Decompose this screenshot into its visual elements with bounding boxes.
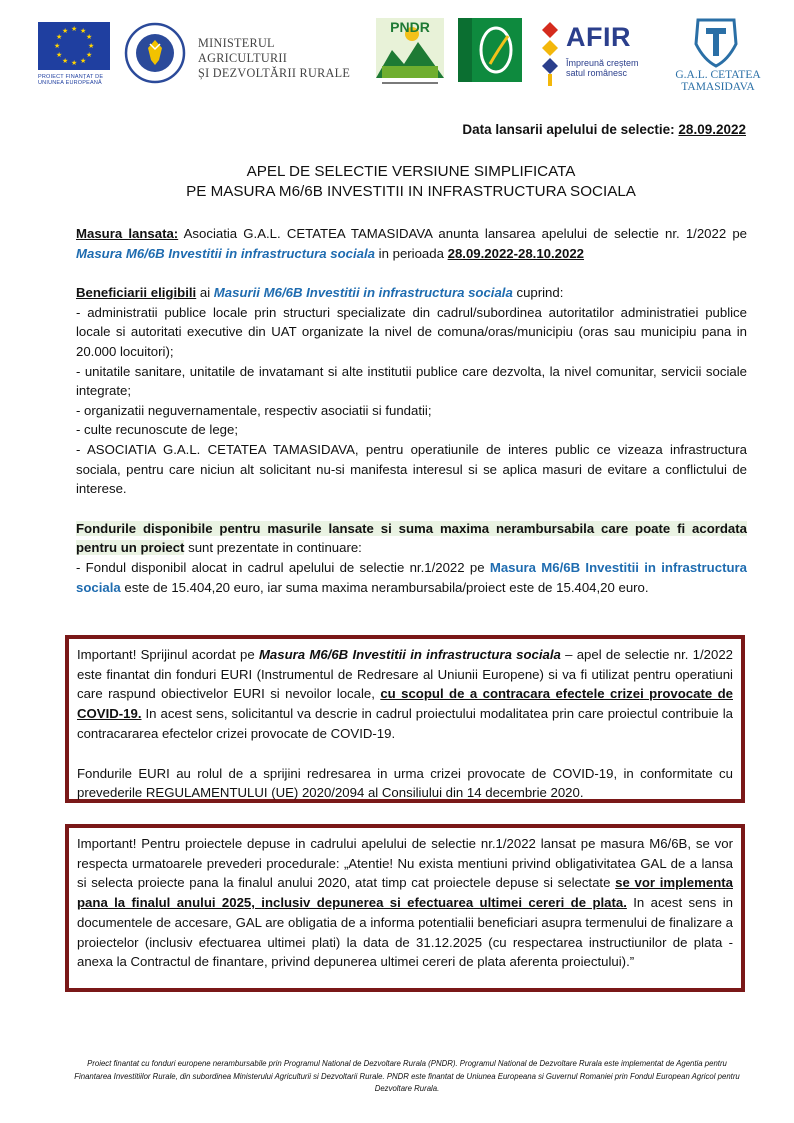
eu-flag-icon: ★ ★ ★ ★ ★ ★ ★ ★ ★ ★ ★ ★ (38, 22, 110, 70)
deadline-emphasis: se vor implementa pana la finalul anului 2025, inclusiv depunerea si efectuarea ultimei cereri de plata. (77, 875, 733, 911)
euri-regulation-paragraph: Fondurile EURI au rolul de a sprijini redresarea in urma crizei provocate de COVID-19, in conformitate cu prevederile REGULAMENTULUI (UE) 2020/2094 al Consiliului din 14 decembrie 2020. (77, 765, 733, 801)
call-period: 28.09.2022-28.10.2022 (447, 245, 585, 261)
eu-logo (38, 22, 116, 86)
funds-item: - Fondul disponibil alocat in cadrul apelului de selectie nr.1/2022 pe Masura M6/6B Investitii in infrastructura sociala este de 15.404,20 euro, iar suma maxima nerambursabila/proiect este de 15.404,20 euro. (76, 559, 747, 595)
title-line-2: PE MASURA M6/6B INVESTITII IN INFRASTRUCTURA SOCIALA (186, 183, 636, 200)
beneficiaries-label: Beneficiarii eligibili (76, 285, 197, 301)
government-seal (124, 22, 186, 84)
afir-tagline: Împreună creștem satul românesc (566, 58, 639, 78)
measure-paragraph: Masura lansata: Asociatia G.A.L. CETATEA TAMASIDAVA anunta lansarea apelului de selectie nr. 1/2022 pe Masura M6/6B Investitii in infrastructura sociala in perioada 28.09.2022-28.10.2022 (76, 226, 747, 261)
launch-date-label: Data lansarii apelului de selectie: (462, 122, 679, 137)
funds-measure-name: Masura M6/6B Investitii in infrastructura sociala (76, 559, 747, 595)
funds-label: Fondurile disponibile pentru masurile lansate si suma maxima nerambursabila care poate fi acordata pentru un proiect (76, 520, 747, 556)
main-content (76, 224, 747, 597)
beneficiary-item: - culte recunoscute de lege; (76, 422, 239, 438)
ministry-logo (198, 36, 358, 81)
beneficiary-item: - ASOCIATIA G.A.L. CETATEA TAMASIDAVA, pentru operatiunile de interes public ce vizeaza infrastructura sociala, pentru care niciun alt solicitant nu-si manifesta interesul si se aplica masuri de evitare a conflictului de interese. (76, 441, 747, 497)
launch-date-value: 28.09.2022 (678, 122, 746, 137)
gal-logo (646, 16, 786, 93)
pndr-logo (372, 16, 448, 88)
ministry-name-line2: ȘI DEZVOLTĂRII RURALE (198, 66, 351, 80)
beneficiary-item: - administratii publice locale prin structuri specializate din cadrul/subordinea autoritatilor administratiei publice locale si autoritati executive din UAT organizate la nivel de comuna/oras/municipiu (oras sau municipiu pana in 20.000 locuitori); (76, 304, 747, 359)
measure-name: Masura M6/6B Investitii in infrastructura sociala (76, 245, 376, 261)
logo-bar (38, 14, 783, 93)
beneficiaries-paragraph: Beneficiarii eligibili ai Masurii M6/6B Investitii in infrastructura sociala cuprind: (76, 285, 564, 301)
beneficiary-item: - unitatile sanitare, unitatile de invatamant si alte institutii publice care dezvolta, la nivel comunitar, servicii sociale integrate; (76, 363, 747, 399)
leader-logo (458, 18, 522, 82)
funds-paragraph: Fondurile disponibile pentru masurile lansate si suma maxima nerambursabila care poate fi acordata pentru un proiect sunt prezentate in continuare: (76, 520, 747, 556)
measure-label: Masura lansata: (76, 226, 179, 241)
notice-emphasis: cu scopul de a contracara efectele crizei provocate de COVID-19. (77, 686, 733, 722)
footer-note: Proiect finantat cu fonduri europene nerambursabile prin Programul National de Dezvoltare Rurala (PNDR). Programul National de Dezvoltare Rurala este implementat de Agentia pentru Finantarea Investitiilor Rurale, din subordinea Ministerului Agriculturii si Dezvoltarii Rurale. PNDR este finantat de Uniunea Europeana si Guvernul Romaniei prin Fondul European Agricol pentru Dezvoltare Rurala. (74, 1059, 740, 1093)
eu-caption: PROIECT FINANȚAT DE UNIUNEA EUROPEANĂ (38, 74, 104, 86)
gal-name: G.A.L. CETATEA TAMASIDAVA (675, 69, 761, 93)
title-line-1: APEL DE SELECTIE VERSIUNE SIMPLIFICATA (246, 163, 576, 180)
important-notice-deadline: Important! Pentru proiectele depuse in cadrului apelului de selectie nr.1/2022 lansat pe masura M6/6B, se vor respecta urmatoarele prevederi procedurale: „Atentie! Nu exista mentiuni privind obligativitatea GAL de a lansa si selecta proiecte pana la finalul anului 2020, atat timp cat proiectele depuse si selectate se vor implementa pana la finalul anului 2025, inclusiv depunerea si efectuarea ultimei cereri de plata. In acest sens in documentele de accesare, GAL are obligatia de a informa potentialii beneficiari asupra termenului de finalizare a proiectelor (inclusiv efectuarea ultimei plati) la data de 31.12.2025 (cu respectarea instructiunilor de plata - anexa la Contractul de finantare, privind depunerea ultimei cereri de plata aferenta proiectului).” (65, 824, 745, 992)
afir-logo (536, 16, 646, 88)
launch-date (462, 122, 746, 137)
svg-text:PNDR: PNDR (390, 19, 430, 35)
beneficiaries-measure-name: Masurii M6/6B Investitii in infrastructura sociala (213, 285, 513, 301)
ministry-name-line1: MINISTERUL AGRICULTURII (198, 36, 288, 65)
afir-wordmark: AFIR (566, 22, 631, 52)
beneficiary-item: - organizatii neguvernamentale, respectiv asociatii si fundatii; (76, 402, 432, 418)
notice-measure-name: Masura M6/6B Investitii in infrastructura sociala (258, 647, 561, 662)
page-title (76, 162, 746, 202)
important-notice-euri: Important! Sprijinul acordat pe Masura M6/6B Investitii in infrastructura sociala – apel de selectie nr. 1/2022 este finantat din fonduri EURI (Instrumentul de Redresare al Uniunii Europene) si va fi utilizat pentru operatiuni care raspund obiectivelor EURI si nevoilor locale, cu scopul de a contracara efectele crizei provocate de COVID-19. In acest sens, solicitantul va descrie in cadrul proiectului modalitatea prin care proiectul contribuie la contracararea efectelor crizei provocate de COVID-19. Fondurile EURI au rolul de a sprijini redresarea in urma crizei provocate de COVID-19, in conformitate cu prevederile REGULAMENTULUI (UE) 2020/2094 al Consiliului din 14 decembrie 2020. (65, 635, 745, 803)
